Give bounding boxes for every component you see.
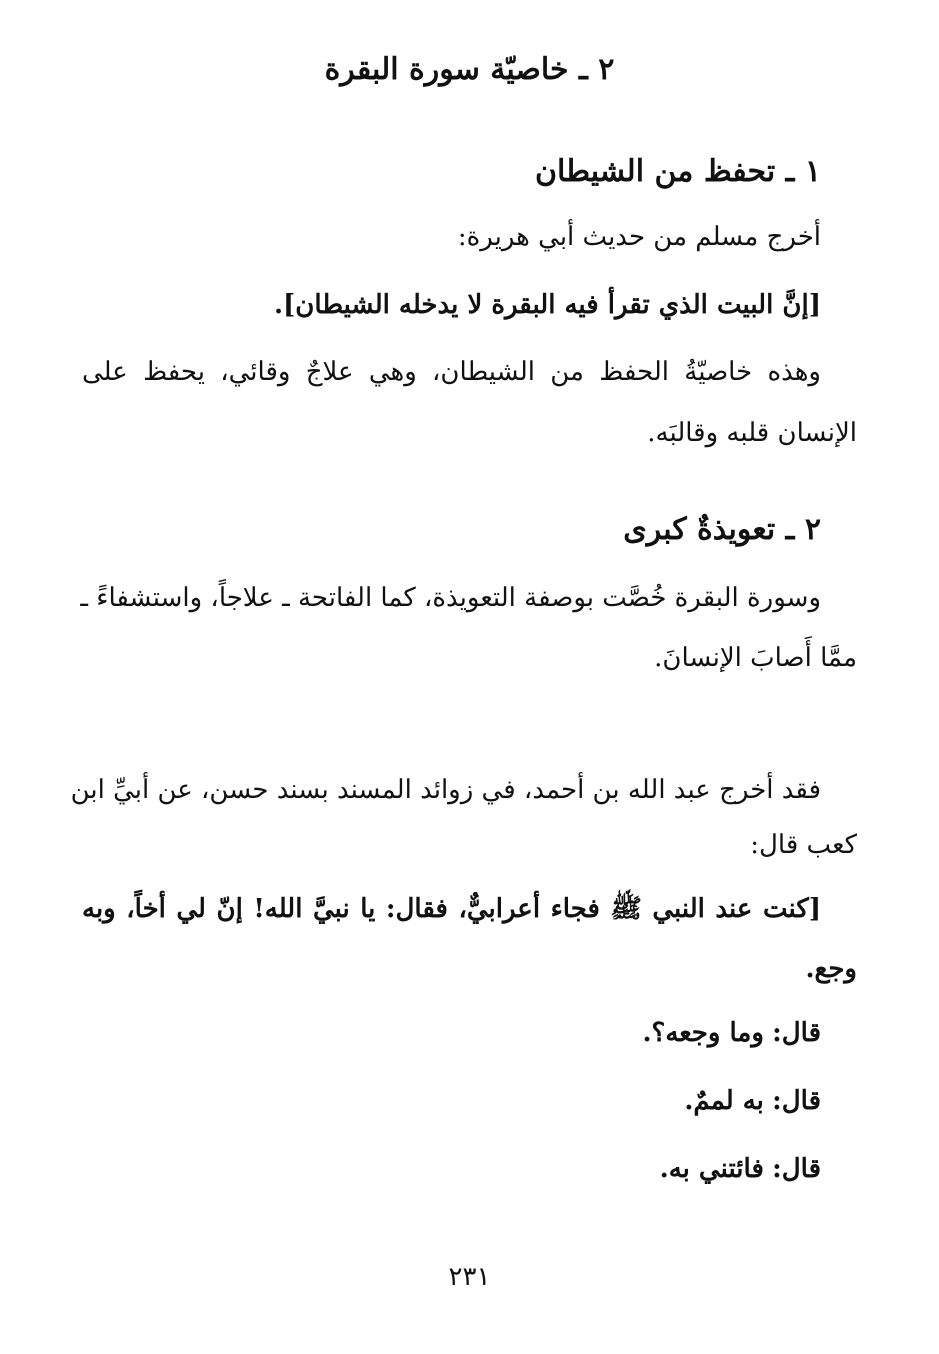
paragraph-line: وهذه خاصيّةُ الحفظ من الشيطان، وهي علاجٌ وقائي، يحفظ على [82, 357, 821, 387]
dialog-speaker: قال: [772, 1086, 821, 1116]
dialog-line [642, 1018, 821, 1049]
hadith-quote-2-continued: وجع. [805, 954, 857, 984]
dialog-speaker: قال: [772, 1154, 821, 1184]
dialog-speech: به لممٌ. [684, 1086, 764, 1116]
narration-line: كعب قال: [750, 830, 857, 860]
paragraph-line: وسورة البقرة خُصَّت بوصفة التعويذة، كما الفاتحة ـ علاجاً، واستشفاءً ـ [80, 583, 821, 613]
section-heading-protection-prayer: ٢ ـ تعويذةٌ كبرى [623, 512, 821, 547]
chapter-title: ٢ ـ خاصيّة سورة البقرة [324, 52, 615, 87]
dialog-speech: فائتني به. [659, 1154, 764, 1184]
hadith-quote-1: [إنَّ البيت الذي تقرأ فيه البقرة لا يدخله الشيطان]. [273, 290, 821, 320]
dialog-speaker: قال: [772, 1018, 821, 1048]
section-heading-protection: ١ ـ تحفظ من الشيطان [534, 154, 821, 189]
narration-line: فقد أخرج عبد الله بن أحمد، في زوائد المسند بسند حسن، عن أبيِّ ابن [70, 775, 821, 805]
dialog-speech: وما وجعه؟. [642, 1018, 764, 1048]
dialog-line [660, 1154, 821, 1185]
hadith-quote-2: [كنت عند النبي ﷺ فجاء أعرابيٌّ، فقال: يا نبيَّ الله! إنّ لي أخاً، وبه [82, 894, 821, 924]
paragraph-line: ممَّا أَصابَ الإنسانَ. [654, 643, 857, 673]
page-number: ٢٣١ [448, 1262, 491, 1292]
paragraph-line: الإنسان قلبه وقالبَه. [647, 418, 857, 448]
intro-line: أخرج مسلم من حديث أبي هريرة: [457, 222, 821, 252]
dialog-line [684, 1086, 821, 1117]
